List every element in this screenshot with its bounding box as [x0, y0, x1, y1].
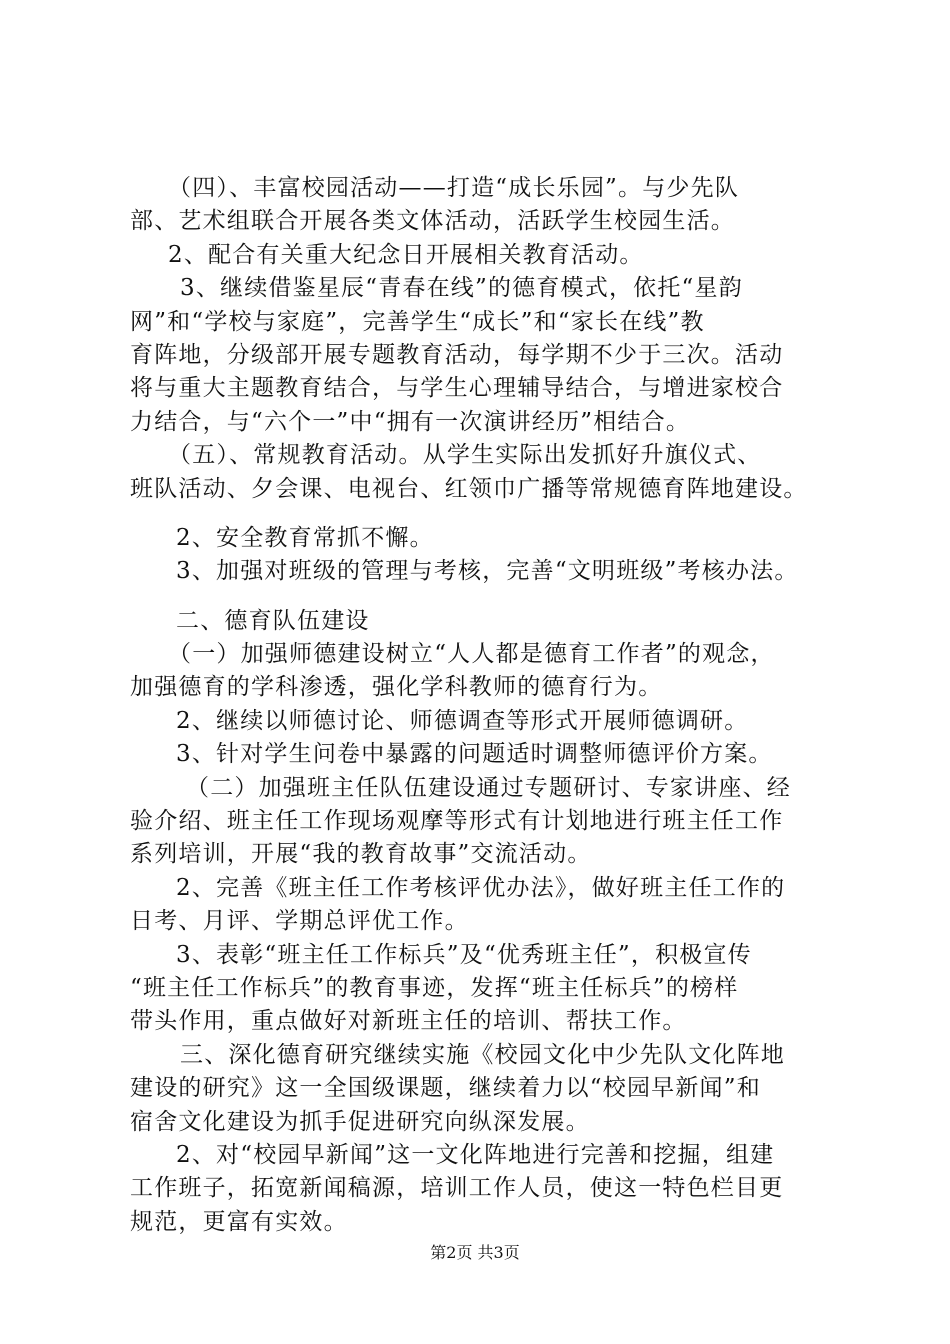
paragraph-line: 工作班子，拓宽新闻稿源，培训工作人员，使这一特色栏目更 — [130, 1175, 784, 1202]
paragraph-line: 2、对“校园早新闻”这一文化阵地进行完善和挖掘，组建 — [176, 1141, 775, 1168]
paragraph-line: （五）、常规教育活动。从学生实际出发抓好升旗仪式、 — [168, 442, 762, 469]
section-heading: 三、深化德育研究继续实施《校园文化中少先队文化阵地 — [180, 1041, 785, 1068]
paragraph-line: 力结合，与“六个一”中“拥有一次演讲经历”相结合。 — [130, 408, 691, 435]
paragraph-line: 班队活动、夕会课、电视台、红领巾广播等常规德育阵地建设。 — [130, 475, 808, 502]
paragraph-line: 带头作用，重点做好对新班主任的培训、帮扶工作。 — [130, 1008, 687, 1035]
paragraph-line: （一）加强师德建设树立“人人都是德育工作者”的观念， — [168, 641, 775, 668]
paragraph-line: 宿舍文化建设为抓手促进研究向纵深发展。 — [130, 1108, 590, 1135]
paragraph-line: 验介绍、班主任工作现场观摩等形式有计划地进行班主任工作 — [130, 808, 784, 835]
paragraph-line: 2、继续以师德讨论、师德调查等形式开展师德调研。 — [176, 707, 749, 734]
paragraph-line: 3、继续借鉴星辰“青春在线”的德育模式，依托“星韵 — [180, 275, 743, 302]
document-body — [130, 172, 850, 1239]
paragraph-line: 加强德育的学科渗透，强化学科教师的德育行为。 — [130, 674, 663, 701]
paragraph-line: 3、针对学生问卷中暴露的问题适时调整师德评价方案。 — [176, 741, 773, 768]
paragraph-line: 3、加强对班级的管理与考核，完善“文明班级”考核办法。 — [176, 558, 799, 585]
paragraph-line: “班主任工作标兵”的教育事迹，发挥“班主任标兵”的榜样 — [130, 974, 739, 1001]
paragraph-gap — [130, 506, 850, 522]
paragraph-line: 2、配合有关重大纪念日开展相关教育活动。 — [168, 241, 644, 268]
paragraph-line: （二）加强班主任队伍建设通过专题研讨、专家讲座、经 — [186, 774, 791, 801]
paragraph-line: 建设的研究》这一全国级课题，继续着力以“校园早新闻”和 — [130, 1075, 761, 1102]
paragraph-line: 2、完善《班主任工作考核评优办法》，做好班主任工作的 — [176, 874, 786, 901]
paragraph-line: 将与重大主题教育结合，与学生心理辅导结合，与增进家校合 — [130, 375, 784, 402]
paragraph-line: 系列培训，开展“我的教育故事”交流活动。 — [130, 841, 592, 868]
section-heading: 二、德育队伍建设 — [176, 607, 370, 634]
paragraph-line: 3、表彰“班主任工作标兵”及“优秀班主任”，积极宣传 — [176, 941, 752, 968]
paragraph-line: （四）、丰富校园活动——打造“成长乐园”。与少先队 — [168, 175, 740, 201]
paragraph-line: 2、安全教育常抓不懈。 — [176, 524, 434, 551]
page-number-footer: 第2页 共3页 — [430, 1243, 520, 1262]
paragraph-line: 网”和“学校与家庭”，完善学生“成长”和“家长在线”教 — [130, 308, 705, 335]
paragraph-line: 日考、月评、学期总评优工作。 — [130, 908, 469, 935]
paragraph-line: 育阵地，分级部开展专题教育活动，每学期不少于三次。活动 — [130, 341, 784, 368]
paragraph-line: 规范，更富有实效。 — [130, 1208, 348, 1235]
paragraph-gap — [130, 589, 850, 605]
paragraph-line: 部、艺术组联合开展各类文体活动，活跃学生校园生活。 — [130, 208, 735, 235]
